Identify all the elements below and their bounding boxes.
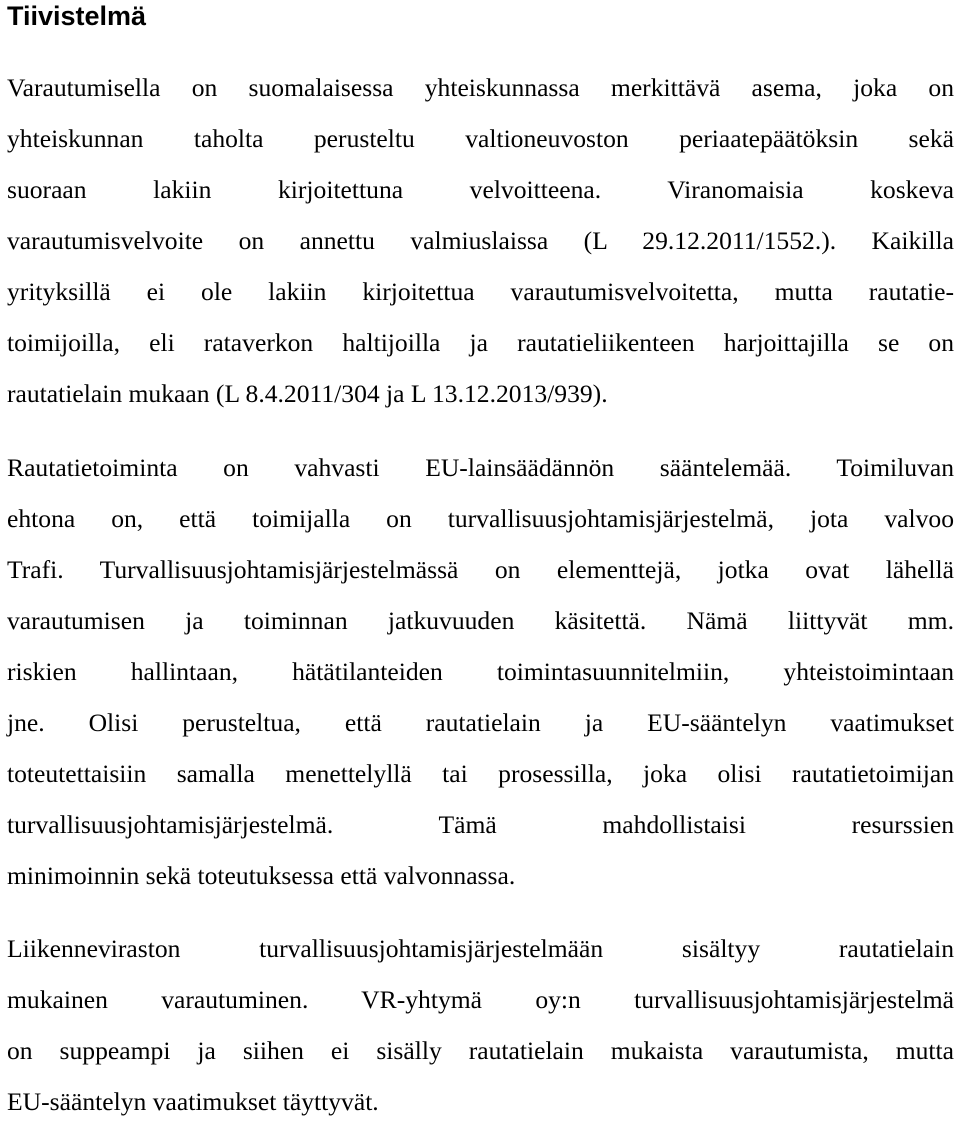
- page-title: Tiivistelmä: [7, 1, 147, 31]
- text-line: on suppeampi ja siihen ei sisälly rautatielain mukaista varautumista, mutta: [7, 1036, 954, 1065]
- text-line: EU-sääntelyn vaatimukset täyttyvät.: [7, 1087, 379, 1116]
- text-line: Liikenneviraston turvallisuusjohtamisjärjestelmään sisältyy rautatielain: [7, 934, 954, 963]
- text-line: riskien hallintaan, hätätilanteiden toimintasuunnitelmiin, yhteistoimintaan: [7, 657, 954, 686]
- text-line: ehtona on, että toimijalla on turvallisuusjohtamisjärjestelmä, jota valvoo: [7, 504, 954, 533]
- text-line: mukainen varautuminen. VR-yhtymä oy:n turvallisuusjohtamisjärjestelmä: [7, 985, 954, 1014]
- text-line: rautatielain mukaan (L 8.4.2011/304 ja L 13.12.2013/939).: [7, 379, 608, 408]
- text-line: minimoinnin sekä toteutuksessa että valvonnassa.: [7, 861, 516, 890]
- text-line: yrityksillä ei ole lakiin kirjoitettua varautumisvelvoitetta, mutta rautatie-: [7, 277, 954, 306]
- text-line: varautumisen ja toiminnan jatkuvuuden käsitettä. Nämä liittyvät mm.: [7, 606, 954, 635]
- text-line: suoraan lakiin kirjoitettuna velvoitteena. Viranomaisia koskeva: [7, 175, 954, 204]
- text-line: toteutettaisiin samalla menettelyllä tai prosessilla, joka olisi rautatietoimijan: [7, 759, 954, 788]
- text-line: Rautatietoiminta on vahvasti EU-lainsäädännön sääntelemää. Toimiluvan: [7, 453, 954, 482]
- paragraph-2: [7, 442, 954, 901]
- text-line: turvallisuusjohtamisjärjestelmä. Tämä mahdollistaisi resurssien: [7, 810, 954, 839]
- text-line: Trafi. Turvallisuusjohtamisjärjestelmässä on elementtejä, jotka ovat lähellä: [7, 555, 954, 584]
- text-line: yhteiskunnan taholta perusteltu valtioneuvoston periaatepäätöksin sekä: [7, 124, 954, 153]
- paragraph-1: [7, 62, 954, 419]
- text-line: jne. Olisi perusteltua, että rautatielain ja EU-sääntelyn vaatimukset: [7, 708, 954, 737]
- text-line: Varautumisella on suomalaisessa yhteiskunnassa merkittävä asema, joka on: [7, 73, 954, 102]
- text-line: toimijoilla, eli rataverkon haltijoilla ja rautatieliikenteen harjoittajilla se on: [7, 328, 954, 357]
- paragraph-3: [7, 923, 954, 1127]
- text-line: varautumisvelvoite on annettu valmiuslaissa (L 29.12.2011/1552.). Kaikilla: [7, 226, 954, 255]
